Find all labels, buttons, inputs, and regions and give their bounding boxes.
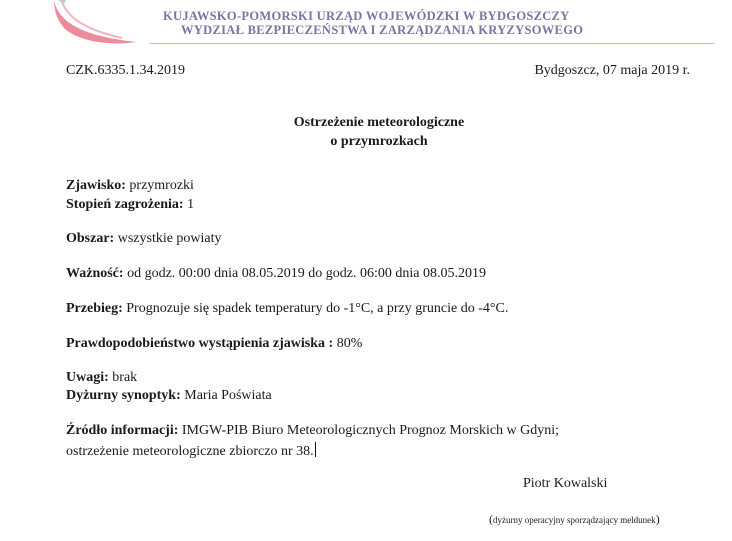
source-line2: ostrzeżenie meteorologiczne zbiorczo nr 38. — [66, 444, 314, 459]
signature-name: Piotr Kowalski — [523, 476, 608, 491]
level-label: Stopień zagrożenia: — [66, 197, 184, 212]
swoosh-logo-icon — [52, 0, 142, 48]
header-divider — [150, 43, 714, 44]
remarks-label: Uwagi: — [66, 370, 109, 385]
level-row — [66, 197, 194, 213]
place-date: Bydgoszcz, 07 maja 2019 r. — [534, 63, 690, 78]
course-value: Prognozuje się spadek temperatury do -1°C, a przy gruncie do -4°C. — [122, 301, 509, 316]
document-title: Ostrzeżenie meteorologiczne — [293, 115, 465, 130]
department-name: WYDZIAŁ BEZPIECZEŃSTWA I ZARZĄDZANIA KRYZYSOWEGO — [181, 23, 584, 37]
organization-name: KUJAWSKO-POMORSKI URZĄD WOJEWÓDZKI W BYDGOSZCZY — [163, 9, 570, 23]
text-cursor — [315, 442, 316, 457]
area-row — [66, 231, 222, 247]
document-reference: CZK.6335.1.34.2019 — [66, 63, 185, 78]
forecaster-value: Maria Poświata — [180, 388, 272, 403]
source-value: IMGW-PIB Biuro Meteorologicznych Prognoz Morskich w Gdyni; — [178, 423, 560, 438]
area-value: wszystkie powiaty — [114, 231, 222, 246]
source-label: Źródło informacji: — [66, 423, 179, 438]
validity-row — [66, 266, 486, 282]
validity-label: Ważność: — [66, 266, 124, 281]
remarks-row — [66, 370, 137, 386]
source-continuation — [66, 442, 316, 460]
probability-value: 80% — [333, 336, 363, 351]
phenomenon-row — [66, 178, 194, 194]
source-row — [66, 423, 559, 439]
validity-value: od godz. 00:00 dnia 08.05.2019 do godz. 06:00 dnia 08.05.2019 — [123, 266, 486, 281]
probability-label: Prawdopodobieństwo wystąpienia zjawiska : — [66, 336, 334, 351]
probability-row — [66, 336, 362, 352]
phenomenon-label: Zjawisko: — [66, 178, 126, 193]
forecaster-row — [66, 388, 272, 404]
forecaster-label: Dyżurny synoptyk: — [66, 388, 181, 403]
remarks-value: brak — [108, 370, 138, 385]
level-value: 1 — [183, 197, 195, 212]
area-label: Obszar: — [66, 231, 115, 246]
signature-role: dyżurny operacyjny sporządzający meldunek — [493, 515, 656, 525]
signature-note: (dyżurny operacyjny sporządzający meldunek) — [489, 512, 660, 526]
phenomenon-value: przymrozki — [125, 178, 194, 193]
document-subtitle: o przymrozkach — [330, 134, 428, 149]
course-label: Przebieg: — [66, 301, 123, 316]
course-row — [66, 301, 508, 317]
